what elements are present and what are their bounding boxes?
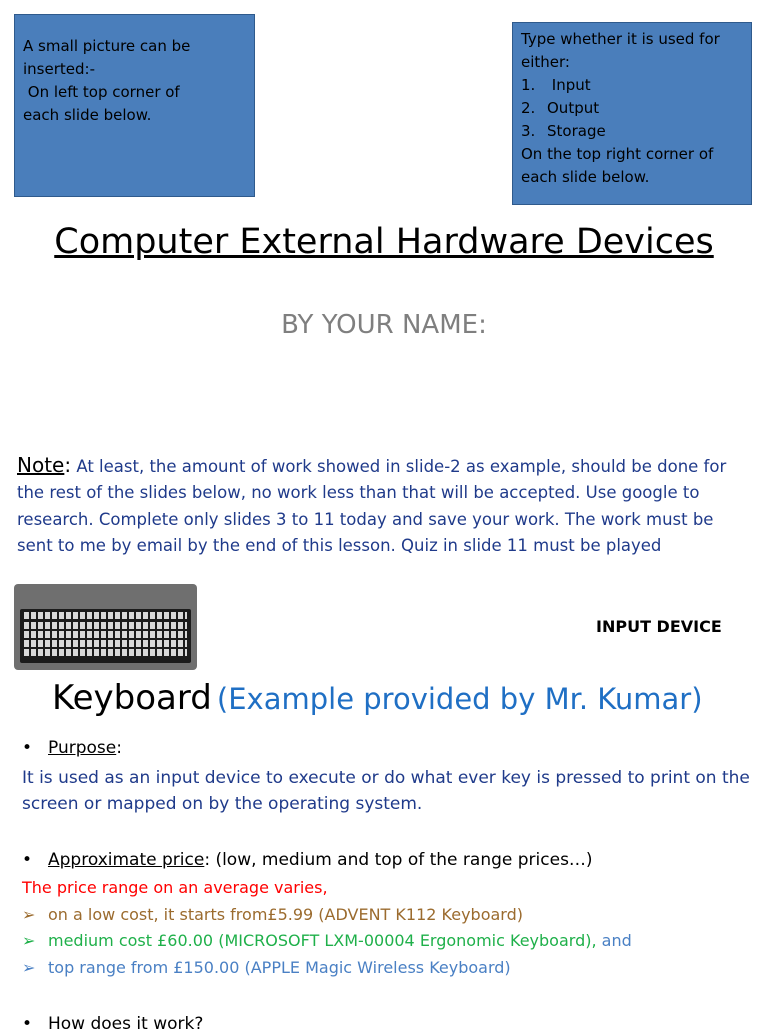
arrow-bullet-icon: ➢	[22, 905, 36, 924]
device-name: Keyboard	[52, 678, 212, 718]
key-row	[24, 612, 187, 619]
bullet-how-it-works	[22, 1014, 203, 1034]
price-and-text: and	[596, 931, 632, 950]
page-title: Computer External Hardware Devices	[54, 222, 714, 262]
price-low-text: on a low cost, it starts from£5.99 (ADVENT K112 Keyboard)	[48, 905, 523, 924]
arrow-bullet-icon: ➢	[22, 958, 36, 977]
list-item	[521, 97, 745, 120]
how-it-works-text: How does it work?	[48, 1014, 204, 1034]
box-left-line: each slide below.	[23, 106, 152, 124]
list-label: Input	[547, 76, 591, 94]
note-text: At least, the amount of work showed in slide-2 as example, should be done for the rest of the slides below, no work less than that will be accepted. Use google to research. Complete only slides 3 to 11 today and save your work. The work must be sent to me by email by the end of this lesson. Quiz in slide 11 must be played	[17, 457, 727, 555]
key-row	[24, 649, 187, 656]
bullet-dot: •	[22, 738, 33, 758]
note-label: Note	[17, 453, 65, 477]
box-left-line: On left top corner of	[23, 83, 180, 101]
price-label-rest: : (low, medium and top of the range prices…)	[204, 850, 593, 870]
list-number: 3.	[521, 122, 536, 140]
instruction-box-device-type	[512, 22, 752, 205]
bullet-price	[22, 850, 593, 870]
example-credit: (Example provided by Mr. Kumar)	[216, 682, 703, 716]
note-paragraph	[17, 452, 747, 559]
note-colon: :	[64, 453, 72, 477]
box-right-line: Type whether it is used for	[521, 30, 720, 48]
keyboard-image	[14, 584, 197, 670]
price-medium-text: medium cost £60.00 (MICROSOFT LXM-00004 Ergonomic Keyboard),	[48, 931, 597, 950]
list-label: Storage	[547, 122, 606, 140]
list-number: 2.	[521, 99, 536, 117]
box-left-line: inserted:-	[23, 60, 95, 78]
box-right-line: either:	[521, 53, 570, 71]
list-number: 1.	[521, 76, 536, 94]
purpose-text: It is used as an input device to execute or do what ever key is pressed to print on the screen or mapped on by the operating system.	[22, 768, 750, 814]
key-row	[24, 640, 187, 647]
list-item	[521, 120, 745, 143]
purpose-label: Purpose	[48, 738, 117, 758]
box-left-line: A small picture can be	[23, 37, 191, 55]
price-medium-item	[22, 931, 632, 950]
key-row	[24, 622, 187, 629]
price-label: Approximate price	[48, 850, 205, 870]
section-heading	[52, 678, 703, 718]
arrow-bullet-icon: ➢	[22, 931, 36, 950]
key-row	[24, 631, 187, 638]
bullet-dot: •	[22, 850, 33, 870]
bullet-purpose	[22, 738, 122, 758]
bullet-dot: •	[22, 1014, 33, 1034]
box-right-line: each slide below.	[521, 168, 650, 186]
list-item	[521, 74, 745, 97]
price-range-text: The price range on an average varies,	[22, 878, 328, 897]
purpose-colon: :	[116, 738, 122, 758]
price-top-item	[22, 958, 511, 977]
keyboard-keys	[20, 609, 191, 663]
device-type-label: INPUT DEVICE	[596, 617, 722, 636]
price-low-item	[22, 905, 523, 924]
box-right-line: On the top right corner of	[521, 145, 714, 163]
author-placeholder: BY YOUR NAME:	[281, 310, 487, 340]
price-top-text: top range from £150.00 (APPLE Magic Wireless Keyboard)	[48, 958, 511, 977]
instruction-box-picture	[14, 14, 255, 197]
list-label: Output	[547, 99, 600, 117]
